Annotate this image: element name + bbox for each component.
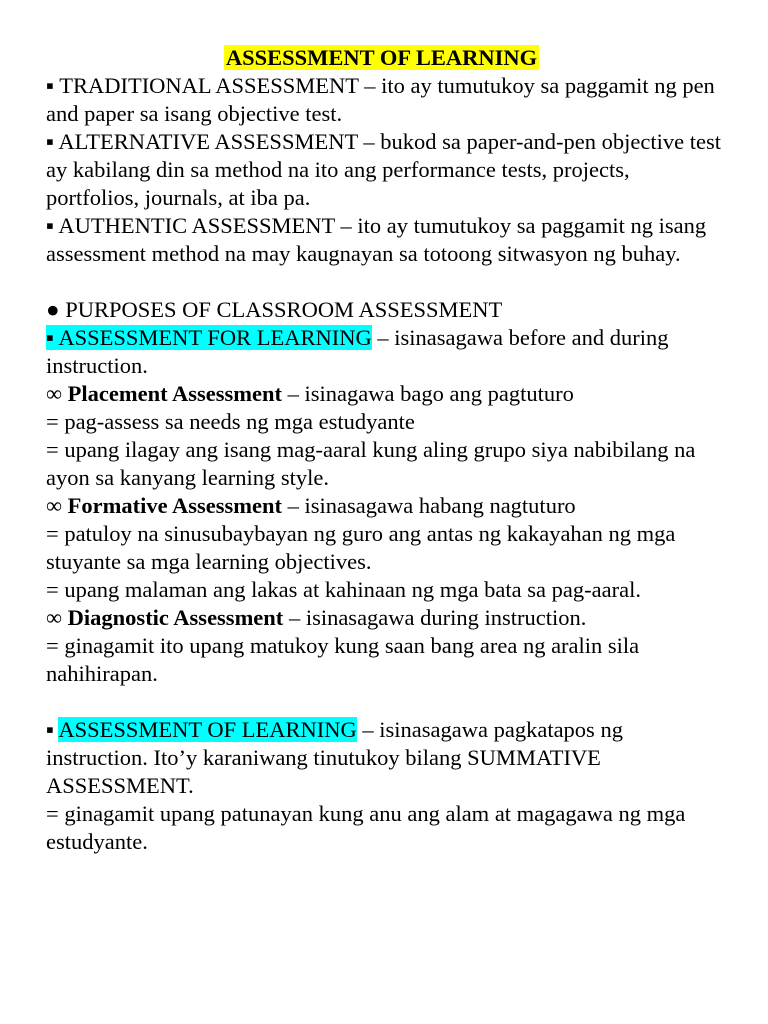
- note: = upang ilagay ang isang mag-aaral kung aling grupo siya nabibilang na ayon sa kanyang learning style.: [46, 437, 696, 490]
- document-title: ASSESSMENT OF LEARNING: [225, 45, 538, 70]
- traditional-assessment-item: [46, 72, 726, 128]
- term: AUTHENTIC ASSESSMENT: [58, 213, 335, 238]
- description: – isinagawa bago ang pagtuturo: [282, 381, 574, 406]
- infinity-icon: ∞: [46, 605, 68, 630]
- note: = ginagamit ito upang matukoy kung saan bang area ng aralin sila nahihirapan.: [46, 633, 640, 686]
- assessment-for-learning-label: ▪ ASSESSMENT FOR LEARNING: [46, 325, 372, 350]
- description: – ito ay tumutukoy sa paggamit ng pen and paper sa isang objective test.: [46, 73, 715, 126]
- placement-assessment-item: [46, 380, 726, 408]
- spacer: [46, 688, 726, 716]
- description: – isinasagawa before and during instruction.: [46, 325, 669, 378]
- description: – isinasagawa during instruction.: [283, 605, 587, 630]
- diagnostic-assessment-item: [46, 604, 726, 632]
- authentic-assessment-item: [46, 212, 726, 268]
- description: – ito ay tumutukoy sa paggamit ng isang assessment method na may kaugnayan sa totoong sitwasyon ng buhay.: [46, 213, 707, 266]
- assessment-of-learning-item: [46, 716, 726, 800]
- assessment-of-learning-label: ASSESSMENT OF LEARNING: [58, 717, 357, 742]
- spacer: [46, 268, 726, 296]
- alternative-assessment-item: [46, 128, 726, 212]
- note: = ginagamit upang patunayan kung anu ang alam at magagawa ng mga estudyante.: [46, 801, 686, 854]
- description: – bukod sa paper-and-pen objective test ay kabilang din sa method na ito ang performance tests, projects, portfolios, journals, at iba pa.: [46, 129, 721, 210]
- term: Formative Assessment: [67, 493, 283, 518]
- infinity-icon: ∞: [46, 381, 68, 406]
- bullet: ▪: [46, 73, 60, 98]
- purposes-heading: ● PURPOSES OF CLASSROOM ASSESSMENT: [46, 297, 503, 322]
- note: = pag-assess sa needs ng mga estudyante: [46, 409, 415, 434]
- bullet: ▪: [46, 129, 59, 154]
- term: TRADITIONAL ASSESSMENT: [59, 73, 359, 98]
- note: = upang malaman ang lakas at kahinaan ng mga bata sa pag-aaral.: [46, 577, 641, 602]
- bullet: ▪: [46, 213, 59, 238]
- bullet: ▪: [46, 717, 59, 742]
- term: Diagnostic Assessment: [67, 605, 284, 630]
- term: Placement Assessment: [67, 381, 283, 406]
- term: ALTERNATIVE ASSESSMENT: [58, 129, 358, 154]
- description: – isinasagawa pagkatapos ng instruction. Ito’y karaniwang tinutukoy bilang SUMMATIVE ASSESSMENT.: [46, 717, 623, 798]
- description: – isinasagawa habang nagtuturo: [282, 493, 576, 518]
- document-page: [46, 44, 726, 856]
- title-row: [46, 44, 726, 72]
- formative-assessment-item: [46, 492, 726, 520]
- note: = patuloy na sinusubaybayan ng guro ang antas ng kakayahan ng mga stuyante sa mga learning objectives.: [46, 521, 676, 574]
- infinity-icon: ∞: [46, 493, 68, 518]
- assessment-for-learning-item: [46, 324, 726, 380]
